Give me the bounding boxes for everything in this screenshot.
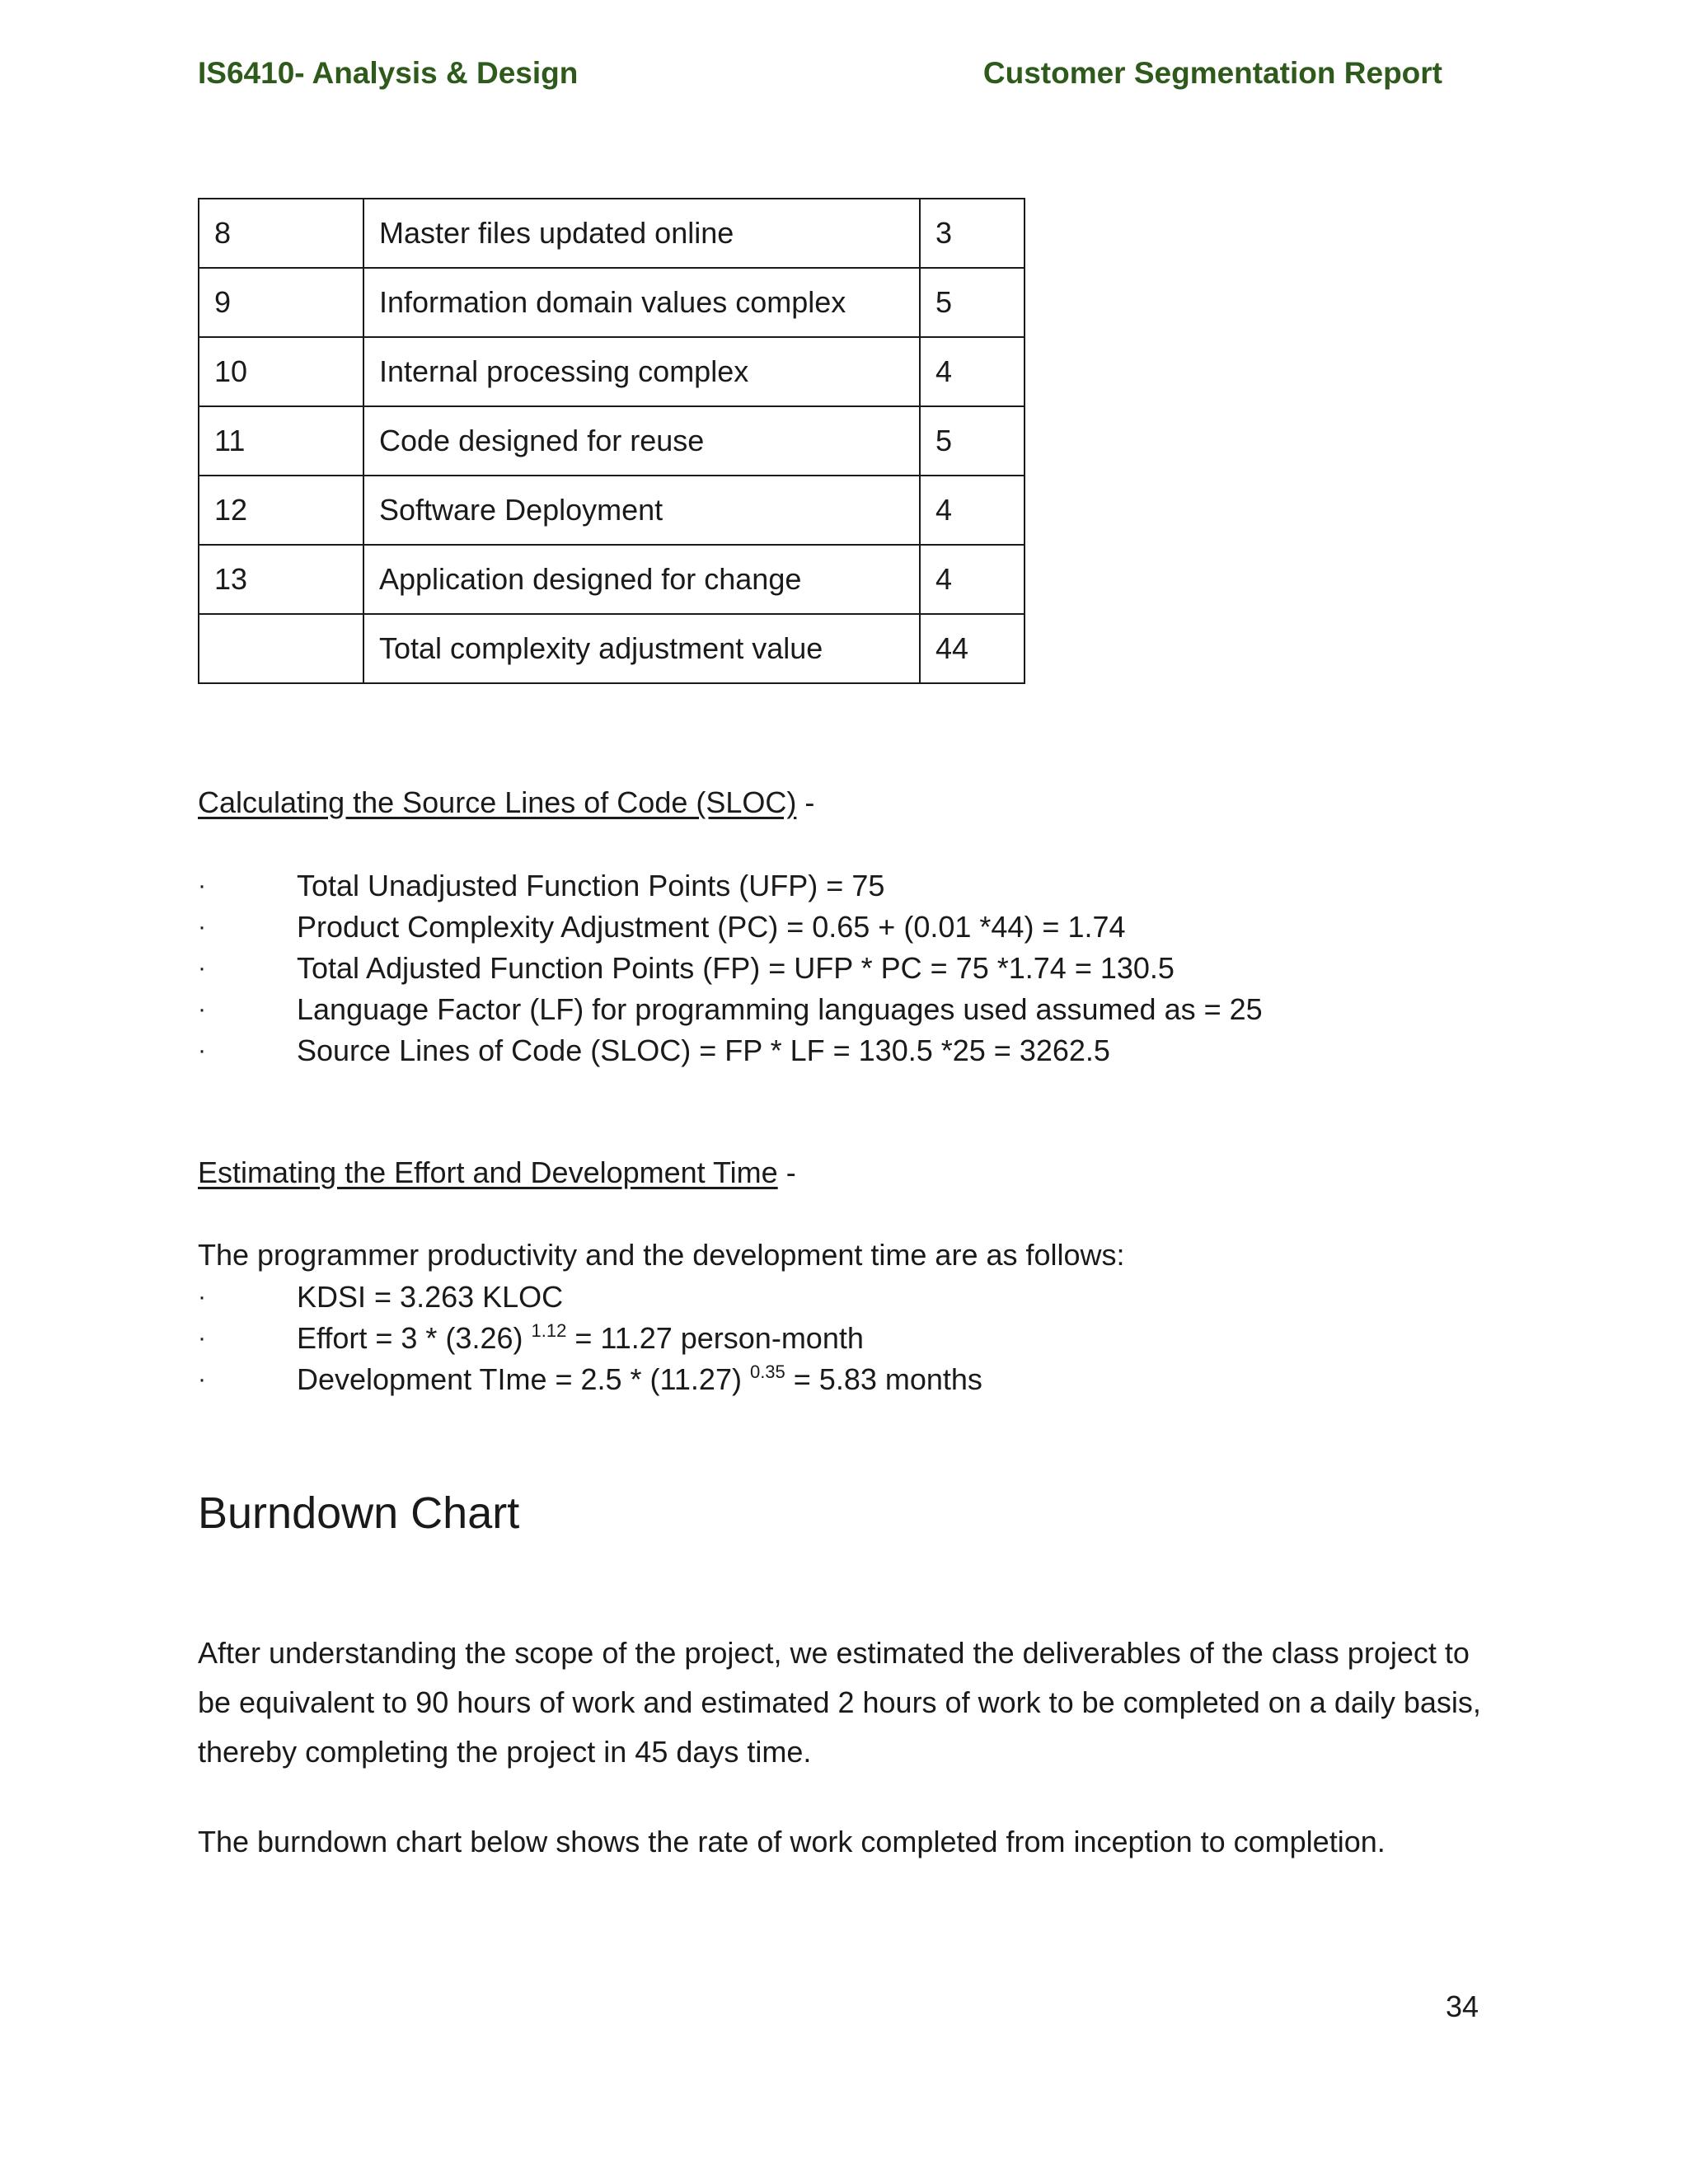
- factor-description-cell: Information domain values complex: [363, 268, 920, 337]
- effort-line: [297, 1318, 864, 1359]
- complexity-factors-table: [198, 198, 1025, 684]
- factor-number-cell: [199, 614, 363, 683]
- factor-number-cell: 11: [199, 406, 363, 476]
- effort-title-text: Estimating the Effort and Development Time: [198, 1155, 778, 1189]
- factor-description-cell: Internal processing complex: [363, 337, 920, 406]
- page-number: 34: [1445, 1990, 1479, 2023]
- factor-value-cell: 4: [920, 476, 1025, 545]
- bullet-mark: ·: [198, 954, 206, 982]
- factor-value-cell: 44: [920, 614, 1025, 683]
- factor-value-cell: 5: [920, 406, 1025, 476]
- devtime-result: = 5.83 months: [785, 1362, 982, 1396]
- kdsi-line: KDSI = 3.263 KLOC: [297, 1280, 564, 1314]
- factor-description-cell: Total complexity adjustment value: [363, 614, 920, 683]
- devtime-formula: Development TIme = 2.5 * (11.27): [297, 1362, 750, 1396]
- factor-number-cell: 10: [199, 337, 363, 406]
- sloc-section-title: [198, 785, 814, 820]
- complexity-factors-table-body: [199, 199, 1025, 683]
- header-course-title: IS6410- Analysis & Design: [198, 56, 579, 90]
- bullet-mark: ·: [198, 996, 206, 1023]
- burndown-paragraph-2: The burndown chart below shows the rate of work completed from inception to completion.: [198, 1825, 1386, 1858]
- factor-value-cell: 4: [920, 337, 1025, 406]
- sloc-item-text: Total Adjusted Function Points (FP) = UFP * PC = 75 *1.74 = 130.5: [297, 951, 1175, 985]
- sloc-item-text: Source Lines of Code (SLOC) = FP * LF = 130.5 *25 = 3262.5: [297, 1033, 1110, 1067]
- factor-description-cell: Code designed for reuse: [363, 406, 920, 476]
- bullet-mark: ·: [198, 1037, 206, 1064]
- header-report-title: Customer Segmentation Report: [982, 56, 1442, 90]
- table-row: [199, 199, 1025, 268]
- bullet-mark: ·: [198, 872, 206, 899]
- burndown-paragraph-1: After understanding the scope of the project, we estimated the deliverables of the class project to be equivalent to 90 hours of work and estimated 2 hours of work to be completed on a daily basis, thereby completing the project in 45 days time.: [198, 1636, 1481, 1769]
- effort-intro: The programmer productivity and the development time are as follows:: [198, 1238, 1125, 1272]
- table-row: [199, 406, 1025, 476]
- factor-value-cell: 5: [920, 268, 1025, 337]
- effort-result: = 11.27 person-month: [566, 1321, 864, 1355]
- devtime-exponent: 0.35: [749, 1361, 785, 1382]
- bullet-mark: ·: [198, 913, 206, 940]
- effort-title-suffix: -: [777, 1155, 796, 1189]
- sloc-item-text: Total Unadjusted Function Points (UFP) = 75: [297, 869, 885, 902]
- sloc-item-text: Language Factor (LF) for programming languages used assumed as = 25: [297, 992, 1263, 1026]
- factor-number-cell: 8: [199, 199, 363, 268]
- factor-value-cell: 3: [920, 199, 1025, 268]
- table-row: [199, 268, 1025, 337]
- table-row: [199, 545, 1025, 614]
- effort-exponent: 1.12: [531, 1320, 567, 1341]
- factor-number-cell: 9: [199, 268, 363, 337]
- table-row: [199, 337, 1025, 406]
- table-row: [199, 614, 1025, 683]
- factor-number-cell: 13: [199, 545, 363, 614]
- bullet-mark: ·: [198, 1366, 206, 1393]
- effort-section-title: [198, 1155, 796, 1190]
- factor-description-cell: Software Deployment: [363, 476, 920, 545]
- sloc-title-suffix: -: [796, 785, 815, 819]
- burndown-heading: Burndown Chart: [198, 1488, 520, 1538]
- bullet-mark: ·: [198, 1283, 206, 1310]
- effort-formula: Effort = 3 * (3.26): [297, 1321, 532, 1355]
- sloc-item-text: Product Complexity Adjustment (PC) = 0.65 + (0.01 *44) = 1.74: [297, 910, 1126, 944]
- table-row: [199, 476, 1025, 545]
- bullet-mark: ·: [198, 1324, 206, 1352]
- factor-description-cell: Application designed for change: [363, 545, 920, 614]
- factor-number-cell: 12: [199, 476, 363, 545]
- factor-value-cell: 4: [920, 545, 1025, 614]
- factor-description-cell: Master files updated online: [363, 199, 920, 268]
- devtime-line: [297, 1359, 982, 1400]
- sloc-title-text: Calculating the Source Lines of Code (SLOC): [198, 785, 797, 819]
